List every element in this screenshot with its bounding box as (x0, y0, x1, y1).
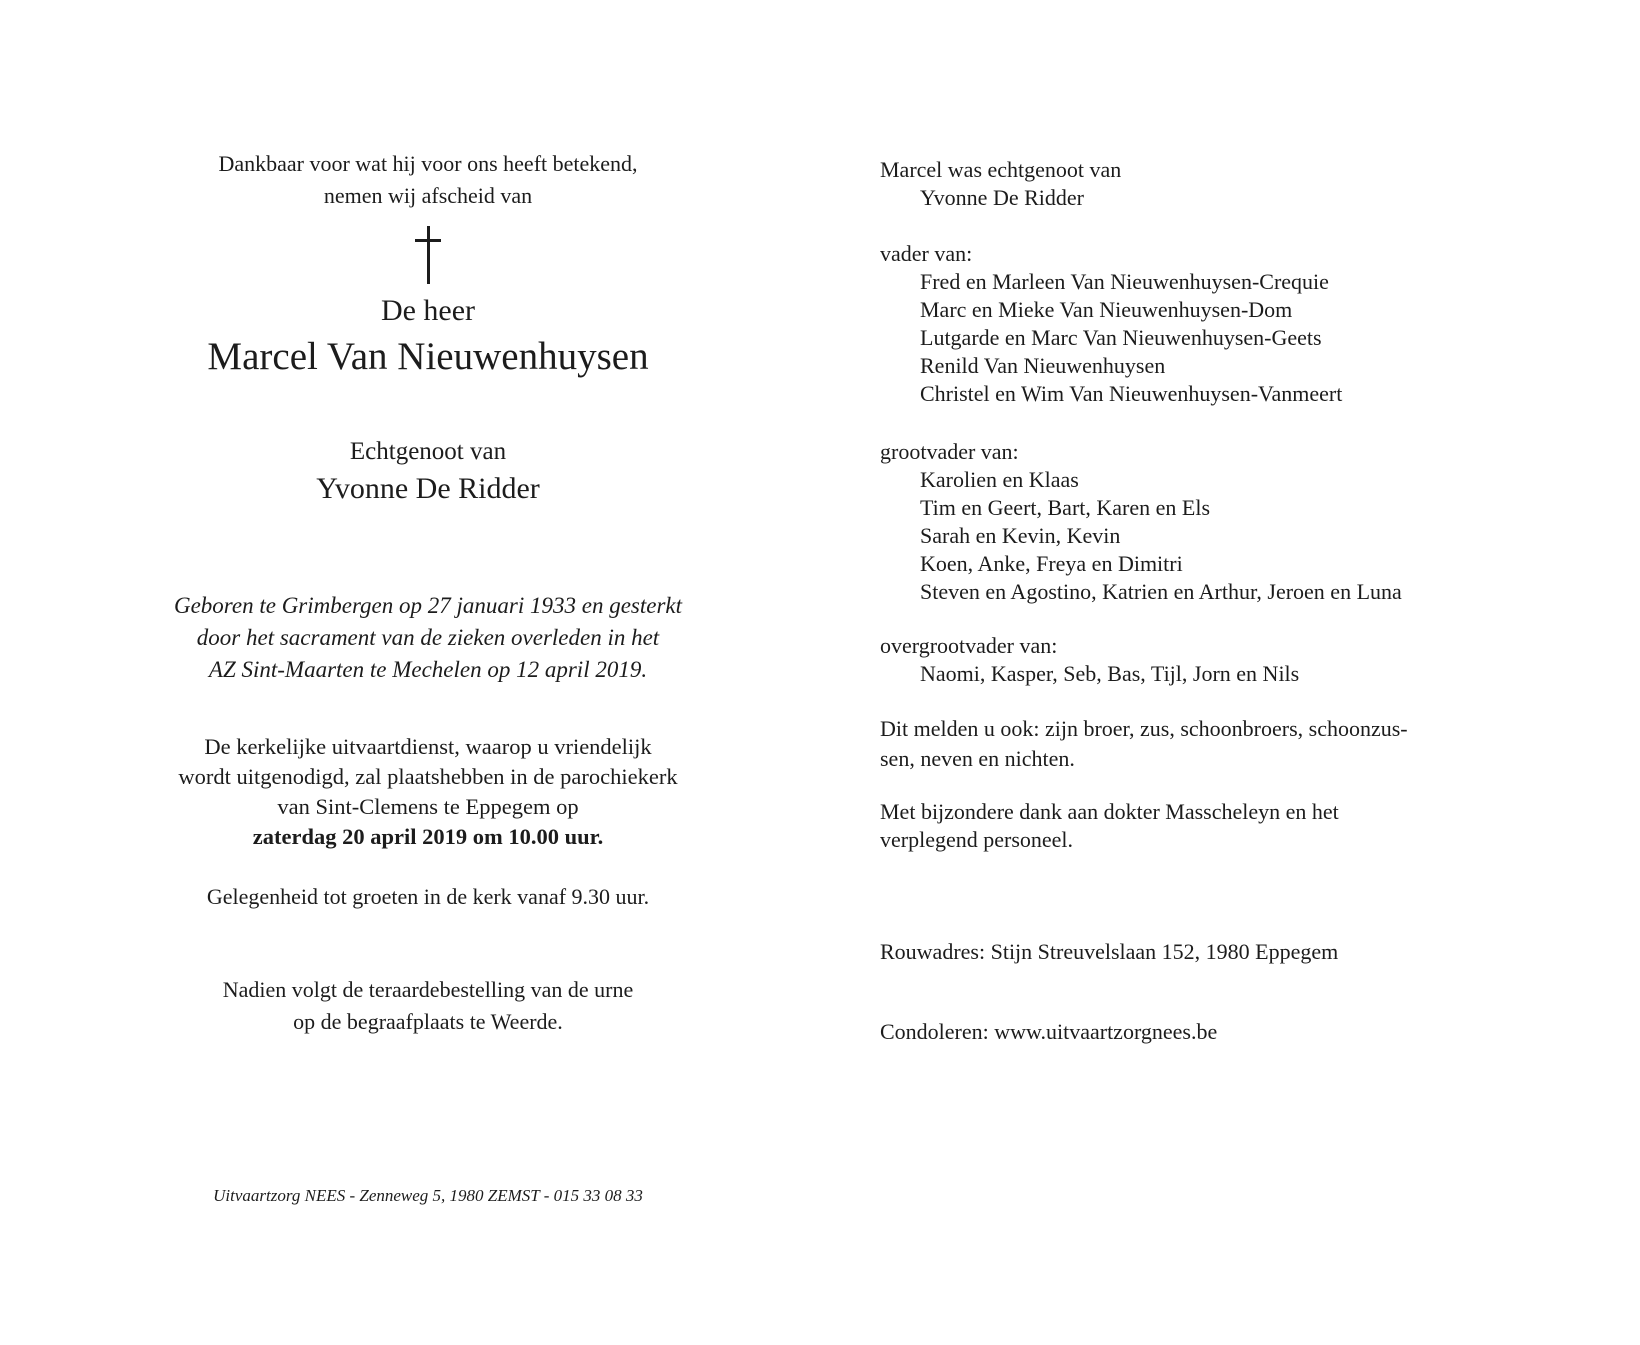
spouse-intro: Marcel was echtgenoot van (880, 157, 1122, 182)
list-item: Renild Van Nieuwenhuysen (920, 353, 1166, 378)
list-item: Steven en Agostino, Katrien en Arthur, Jeroen en Luna (920, 579, 1402, 604)
grandfather-of-section (880, 438, 1500, 606)
spouse-name: Yvonne De Ridder (316, 472, 540, 505)
grandfather-of-label: grootvader van: (880, 439, 1019, 464)
life-dates-line-1: Geboren te Grimbergen op 27 januari 1933 en gesterkt (173, 593, 683, 618)
condolences-line: Condoleren: www.uitvaartzorgnees.be (880, 1019, 1218, 1044)
intro-line-1: Dankbaar voor wat hij voor ons heeft betekend, (218, 151, 638, 176)
intro-text (138, 148, 718, 212)
spouse-label: Echtgenoot van (349, 438, 507, 465)
burial-text (138, 974, 718, 1038)
mourning-address: Rouwadres: Stijn Streuvelslaan 152, 1980 Eppegem (880, 939, 1339, 964)
list-item: Koen, Anke, Freya en Dimitri (920, 551, 1183, 576)
great-grandfather-of-section (880, 632, 1500, 688)
burial-line-2: op de begraafplaats te Weerde. (293, 1009, 563, 1034)
service-line-1: De kerkelijke uitvaartdienst, waarop u vriendelijk (204, 734, 652, 759)
list-item: Karolien en Klaas (920, 467, 1079, 492)
list-item: Marc en Mieke Van Nieuwenhuysen-Dom (920, 297, 1293, 322)
service-line-2: wordt uitgenodigd, zal plaatshebben in de parochiekerk (178, 764, 678, 789)
thanks-section (880, 798, 1500, 854)
service-announcement (138, 732, 718, 852)
deceased-name: Marcel Van Nieuwenhuysen (207, 335, 649, 378)
list-item: Fred en Marleen Van Nieuwenhuysen-Crequie (920, 269, 1329, 294)
life-dates-text (138, 590, 718, 686)
honorific: De heer (380, 294, 476, 327)
service-datetime: zaterdag 20 april 2019 om 10.00 uur. (252, 824, 604, 849)
list-item: Christel en Wim Van Nieuwenhuysen-Vanmeert (920, 381, 1343, 406)
spouse-name-right: Yvonne De Ridder (920, 185, 1084, 210)
also-announced-line-2: sen, neven en nichten. (880, 746, 1075, 771)
cross-icon (415, 226, 441, 284)
service-line-3: van Sint-Clemens te Eppegem op (277, 794, 579, 819)
thanks-line-2: verplegend personeel. (880, 827, 1074, 852)
great-grandfather-of-label: overgrootvader van: (880, 633, 1058, 658)
cross-container (138, 226, 718, 284)
list-item: Tim en Geert, Bart, Karen en Els (920, 495, 1211, 520)
greeting-line: Gelegenheid tot groeten in de kerk vanaf 9.30 uur. (206, 884, 650, 909)
intro-line-2: nemen wij afscheid van (323, 183, 533, 208)
list-item: Lutgarde en Marc Van Nieuwenhuysen-Geets (920, 325, 1322, 350)
list-item: Sarah en Kevin, Kevin (920, 523, 1121, 548)
funeral-home-footer: Uitvaartzorg NEES - Zenneweg 5, 1980 ZEMST - 015 33 08 33 (213, 1186, 643, 1205)
burial-line-1: Nadien volgt de teraardebestelling van de urne (222, 977, 634, 1002)
father-of-label: vader van: (880, 241, 973, 266)
life-dates-line-3: AZ Sint-Maarten te Mechelen op 12 april 2019. (208, 657, 648, 682)
also-announced-line-1: Dit melden u ook: zijn broer, zus, schoonbroers, schoonzus- (880, 716, 1408, 741)
also-announced-section (880, 714, 1500, 774)
list-item: Naomi, Kasper, Seb, Bas, Tijl, Jorn en Nils (920, 661, 1300, 686)
thanks-line-1: Met bijzondere dank aan dokter Masscheleyn en het (880, 799, 1339, 824)
life-dates-line-2: door het sacrament van de zieken overleden in het (196, 625, 660, 650)
spouse-section (880, 156, 1500, 212)
father-of-section (880, 240, 1500, 408)
